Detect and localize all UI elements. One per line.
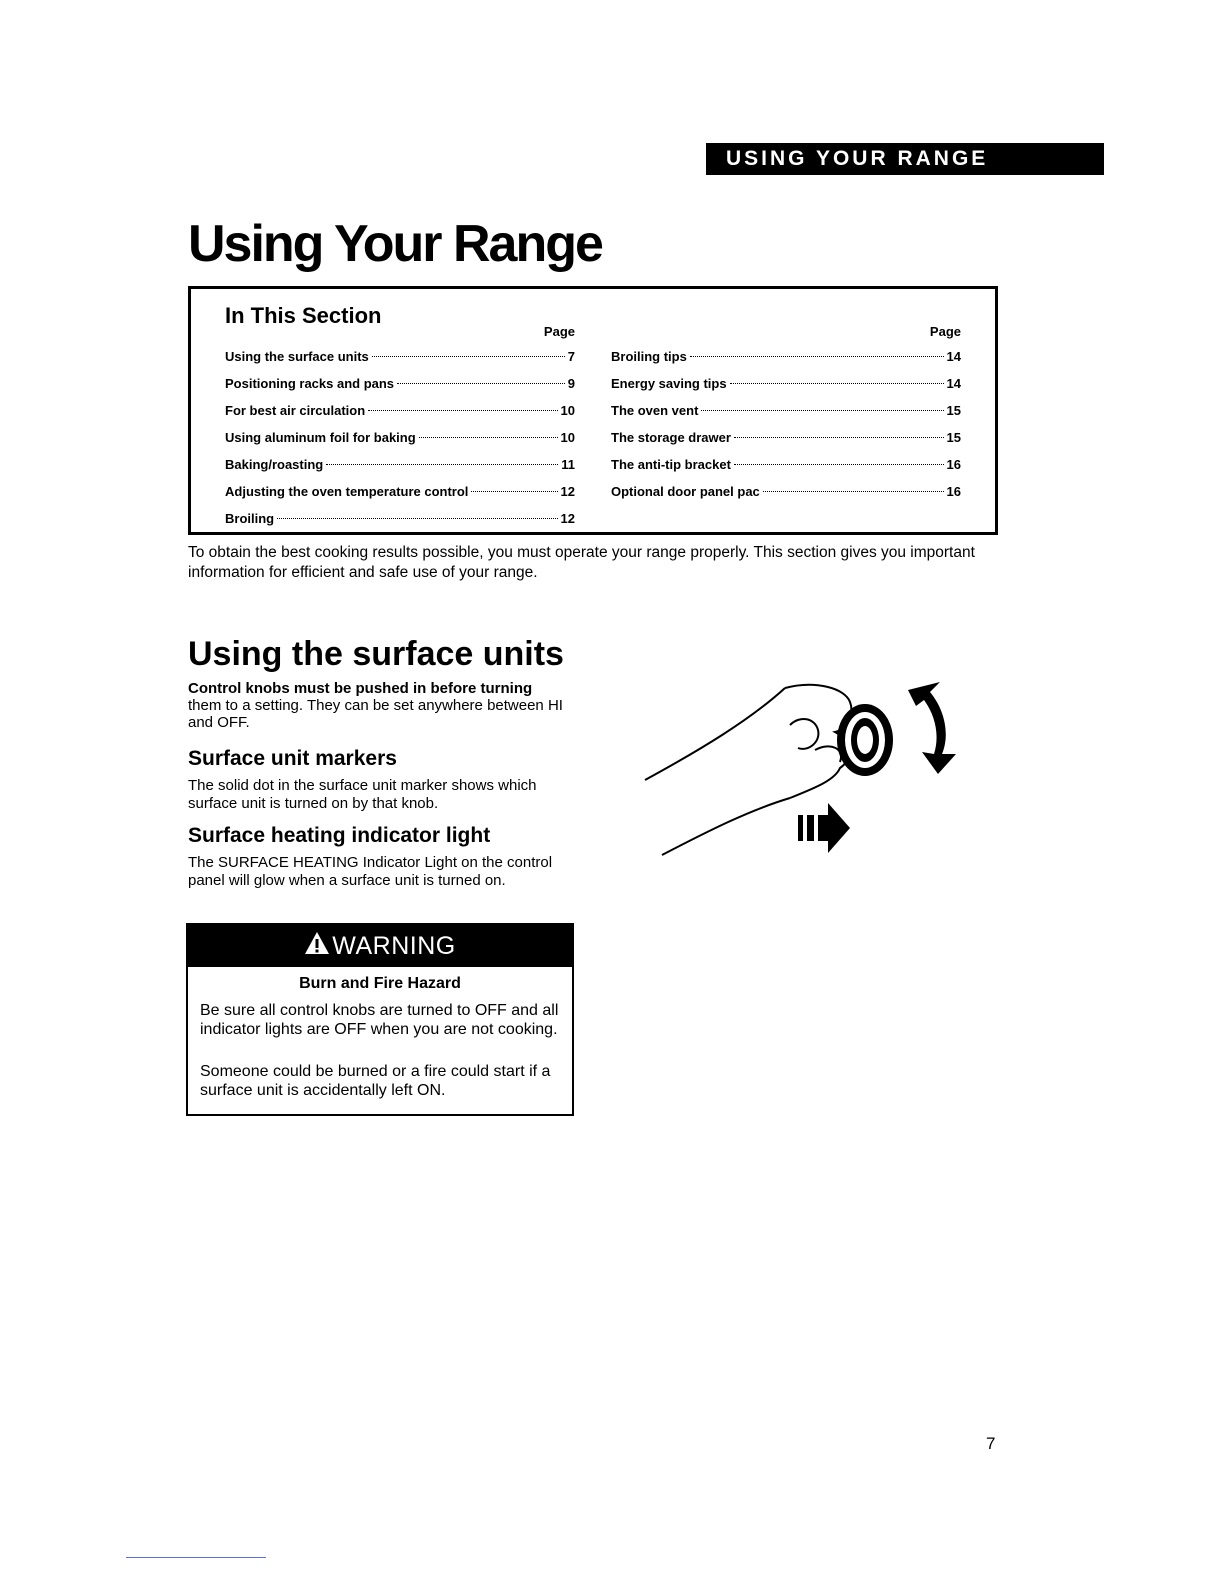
toc-entry — [611, 343, 961, 370]
surface-units-lead — [188, 680, 568, 731]
toc-entry-page: 14 — [946, 349, 961, 364]
toc-leader-dots — [730, 383, 944, 384]
toc-leader-dots — [326, 464, 558, 465]
toc-entry-page: 12 — [560, 511, 575, 526]
toc-entry — [225, 451, 575, 478]
surface-markers-heading: Surface unit markers — [188, 747, 397, 770]
toc-entry-label: For best air circulation — [225, 403, 366, 418]
toc-entry — [225, 478, 575, 505]
toc-entry — [611, 370, 961, 397]
toc-entry-label: The storage drawer — [611, 430, 731, 445]
toc-entry — [611, 478, 961, 505]
toc-leader-dots — [471, 491, 557, 492]
toc-entry — [611, 451, 961, 478]
page-number: 7 — [986, 1434, 996, 1453]
toc-leader-dots — [277, 518, 557, 519]
knob-illustration — [640, 670, 970, 870]
toc-leader-dots — [690, 356, 944, 357]
toc-leader-dots — [701, 410, 943, 411]
toc-entry-page: 12 — [560, 484, 575, 499]
warning-paragraph-1: Be sure all control knobs are turned to OFF and all indicator lights are OFF when you are not cooking. — [200, 1002, 559, 1038]
toc-leader-dots — [372, 356, 565, 357]
section-banner — [706, 143, 1104, 175]
toc-entry-label: The oven vent — [611, 403, 699, 418]
warning-box — [186, 923, 574, 1116]
toc-entry — [611, 397, 961, 424]
toc-entry-page: 14 — [946, 376, 961, 391]
toc-entry-label: Optional door panel pac — [611, 484, 760, 499]
toc-entry-page: 10 — [560, 430, 575, 445]
warning-hazard: Burn and Fire Hazard — [299, 975, 461, 992]
warning-title-bar — [188, 925, 572, 967]
push-arrow-icon — [798, 803, 850, 853]
toc-entry-label: Broiling tips — [611, 349, 687, 364]
toc-entry-label: Baking/roasting — [225, 457, 324, 472]
toc-entry — [225, 370, 575, 397]
toc-leader-dots — [419, 437, 558, 438]
toc-heading: In This Section — [225, 303, 382, 328]
toc-entry — [225, 505, 575, 532]
finger-outline — [790, 719, 818, 749]
toc-leader-dots — [734, 437, 944, 438]
footer-rule — [126, 1557, 266, 1558]
surface-units-heading: Using the surface units — [188, 635, 564, 673]
toc-entry-page: 9 — [567, 376, 575, 391]
toc-page-header: Page — [929, 324, 961, 339]
toc-leader-dots — [734, 464, 944, 465]
section-banner-label: USING YOUR RANGE — [726, 147, 989, 170]
arm-outline-upper — [645, 688, 785, 780]
toc-entry-page: 16 — [946, 484, 961, 499]
page-title: Using Your Range — [188, 215, 602, 273]
toc-entry-label: Adjusting the oven temperature control — [225, 484, 469, 499]
toc-entry — [225, 343, 575, 370]
toc-page-header: Page — [543, 324, 575, 339]
in-this-section-box — [188, 286, 998, 535]
indicator-light-text: The SURFACE HEATING Indicator Light on the control panel will glow when a surface unit is turned on. — [188, 854, 553, 889]
toc-column-left — [225, 321, 575, 532]
toc-entry-label: Positioning racks and pans — [225, 376, 395, 391]
arm-outline-lower — [662, 798, 790, 855]
toc-entry-label: Broiling — [225, 511, 275, 526]
warning-title: WARNING — [332, 931, 456, 960]
toc-entry-page: 15 — [946, 430, 961, 445]
toc-entry-page: 15 — [946, 403, 961, 418]
toc-entry — [225, 397, 575, 424]
toc-entry-label: The anti-tip bracket — [611, 457, 731, 472]
toc-entry-label: Using aluminum foil for baking — [225, 430, 416, 445]
lead-rest-text: them to a setting. They can be set anywhere between HI and OFF. — [188, 697, 563, 731]
toc-entry-page: 11 — [561, 457, 575, 472]
toc-column-right — [611, 321, 961, 505]
toc-entry — [225, 424, 575, 451]
toc-entry — [611, 424, 961, 451]
toc-leader-dots — [368, 410, 557, 411]
indicator-light-heading: Surface heating indicator light — [188, 824, 491, 847]
toc-entry-page: 7 — [567, 349, 575, 364]
toc-leader-dots — [763, 491, 944, 492]
toc-entry-page: 16 — [946, 457, 961, 472]
thumb-outline — [815, 746, 841, 762]
surface-markers-text: The solid dot in the surface unit marker shows which surface unit is turned on by that knob. — [188, 777, 537, 812]
lead-bold-text: Control knobs must be pushed in before turning — [188, 680, 533, 697]
rotate-arrow-icon — [908, 682, 956, 774]
intro-paragraph: To obtain the best cooking results possible, you must operate your range properly. This section gives you important information for efficient and safe use of your range. — [188, 544, 975, 581]
warning-triangle-icon — [304, 931, 330, 962]
toc-entry-label: Using the surface units — [225, 349, 369, 364]
toc-leader-dots — [397, 383, 565, 384]
toc-entry-label: Energy saving tips — [611, 376, 727, 391]
warning-paragraph-2: Someone could be burned or a fire could start if a surface unit is accidentally left ON. — [200, 1063, 551, 1099]
toc-entry-page: 10 — [560, 403, 575, 418]
